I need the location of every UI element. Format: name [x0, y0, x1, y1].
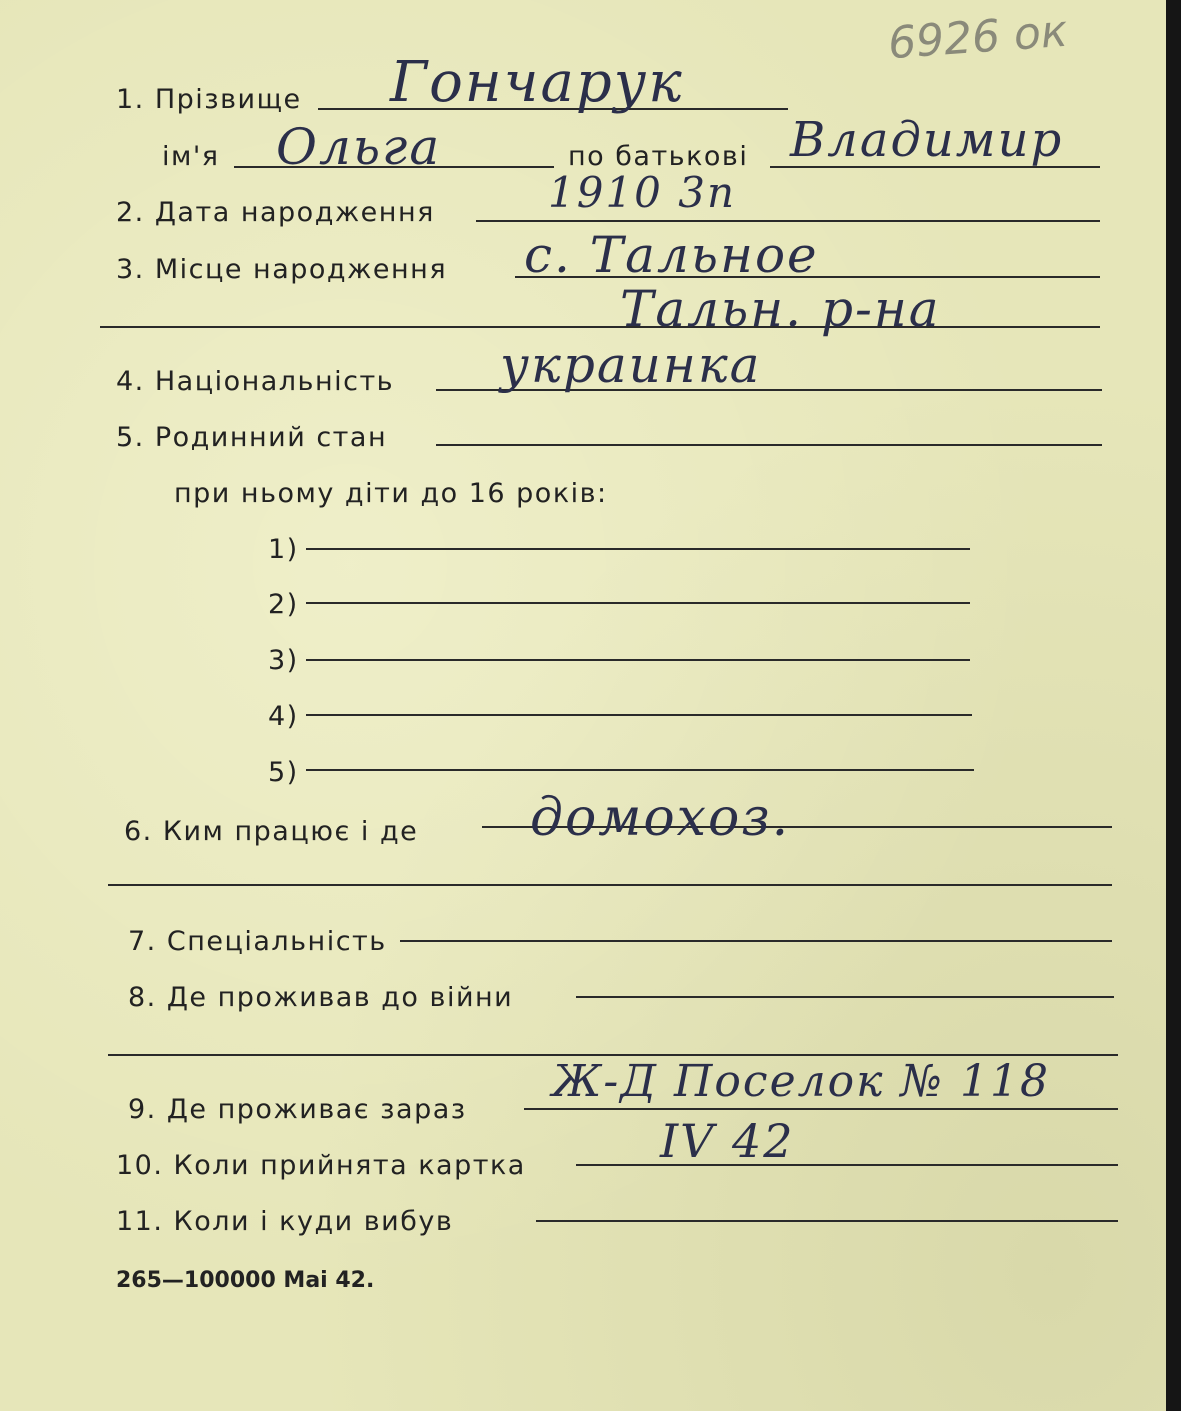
- line-child-4: [306, 714, 972, 716]
- line-speciality: [400, 940, 1112, 942]
- line-child-3: [306, 659, 970, 661]
- line-prewar-residence: [576, 996, 1114, 998]
- label-patronymic: по батькові: [568, 141, 749, 172]
- label-child-2: 2): [268, 589, 299, 620]
- line-family-status: [436, 444, 1102, 446]
- hw-surname: Гончарук: [390, 50, 684, 115]
- label-surname: 1. Прізвище: [116, 84, 302, 115]
- label-children: при ньому діти до 16 років:: [174, 478, 608, 509]
- label-birth-place: 3. Місце народження: [116, 254, 448, 285]
- hw-birth-date: 1910 3п: [548, 168, 737, 217]
- line-card-date: [576, 1164, 1118, 1166]
- line-current-residence: [524, 1108, 1118, 1110]
- label-child-4: 4): [268, 701, 299, 732]
- hw-card-date: IV 42: [660, 1114, 795, 1168]
- hw-birth-place-2: Тальн. р-на: [620, 280, 941, 338]
- line-child-2: [306, 602, 970, 604]
- label-child-3: 3): [268, 645, 299, 676]
- hw-first-name: Ольга: [276, 118, 442, 176]
- hw-patronymic: Владимир: [790, 112, 1064, 168]
- label-prewar-residence: 8. Де проживав до війни: [128, 982, 514, 1013]
- line-birth-date: [476, 220, 1100, 222]
- hw-nationality: украинка: [500, 336, 762, 394]
- label-departure: 11. Коли і куди вибув: [116, 1206, 454, 1237]
- label-card-date: 10. Коли прийнята картка: [116, 1150, 526, 1181]
- label-occupation: 6. Ким працює і де: [124, 816, 419, 847]
- label-birth-date: 2. Дата народження: [116, 197, 435, 228]
- hw-birth-place-1: с. Тальное: [524, 226, 819, 284]
- line-child-5: [306, 769, 974, 771]
- line-occupation-2: [108, 884, 1112, 886]
- archive-number: 6926 ок: [886, 5, 1070, 70]
- hw-current-residence: Ж-Д Поселок № 118: [552, 1056, 1050, 1107]
- line-birth-place-2: [100, 326, 1100, 328]
- sheet-edge: [1166, 0, 1181, 1411]
- line-child-1: [306, 548, 970, 550]
- line-departure: [536, 1220, 1118, 1222]
- print-footer: 265—100000 Mai 42.: [116, 1268, 375, 1293]
- label-speciality: 7. Спеціальність: [128, 926, 387, 957]
- hw-occupation: домохоз.: [530, 788, 791, 848]
- label-family-status: 5. Родинний стан: [116, 422, 388, 453]
- label-nationality: 4. Національність: [116, 366, 395, 397]
- label-current-residence: 9. Де проживає зараз: [128, 1094, 467, 1125]
- label-first-name: ім'я: [162, 141, 220, 172]
- label-child-5: 5): [268, 757, 299, 788]
- label-child-1: 1): [268, 534, 299, 565]
